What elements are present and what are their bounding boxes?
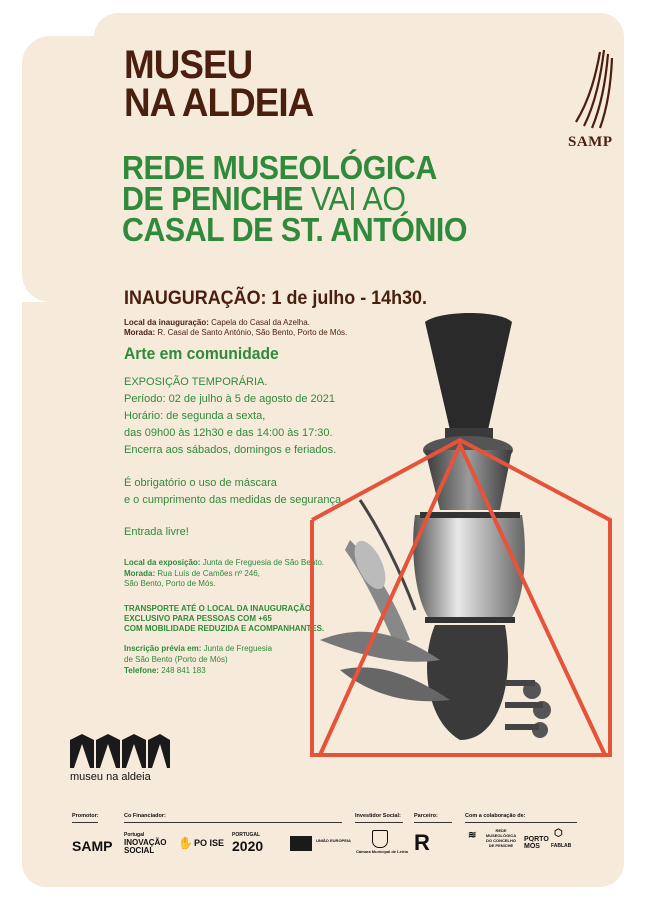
divider [465,822,577,823]
museu-logo-text: museu na aldeia [70,771,151,783]
coat-of-arms-icon [372,830,388,848]
inauguration-location [124,318,310,328]
camara-logo-text: Câmara Municipal de Leiria [356,849,408,854]
phone [124,666,206,676]
p2020-top: PORTUGAL [232,832,261,838]
text-line: das 09h00 às 12h30 e das 14:00 às 17:30. [124,427,333,439]
title-line: NA ALDEIA [124,81,314,125]
lamp-illustration [300,300,625,780]
label: Telefone: [124,666,159,675]
subtitle-segment: VAI AO [302,180,406,217]
parceiro-logo-icon: R [414,830,430,855]
section-heading: Arte em comunidade [124,344,279,363]
text-line: TRANSPORTE ATÉ O LOCAL DA INAUGURAÇÃO [124,604,312,613]
exhibition-address-line2: São Bento, Porto de Mós. [124,579,216,588]
porto-mos-logo: PORTO MÓS [524,836,549,850]
text-line: Encerra aos sábados, domingos e feriados. [124,444,337,456]
value: R. Casal de Santo António, São Bento, Porto de Mós. [155,328,348,337]
label: Local da inauguração: [124,318,209,327]
fablab-logo-text: FABLAB [551,843,572,849]
text-line: COM MOBILIDADE REDUZIDA E ACOMPANHANTES. [124,624,325,633]
exhibition-location [124,558,324,568]
text-line: EXCLUSIVO PARA PESSOAS COM +65 [124,614,272,623]
footer-label: Investidor Social: [355,813,401,819]
subtitle [122,149,468,248]
rede-logo-icon: ≋ [468,830,477,841]
subtitle-line: REDE MUSEOLÓGICA [122,149,437,186]
label: Morada: [124,328,156,337]
inauguration-heading: INAUGURAÇÃO: 1 de julho - 14h30. [124,287,428,309]
free-entry: Entrada livre! [124,526,189,538]
footer-label: Promotor: [72,813,99,819]
subtitle-segment: DE PENICHE [122,180,303,217]
text-line: EXPOSIÇÃO TEMPORÁRIA. [124,376,268,388]
divider [414,822,452,823]
value: 248 841 183 [158,666,206,675]
registration [124,644,272,654]
fablab-icon: ⬡ [554,828,563,839]
text-line: Horário: de segunda a sexta, [124,410,266,422]
eu-flag-icon [290,836,312,851]
subtitle-line: CASAL DE ST. ANTÓNIO [122,211,468,248]
value: Rua Luís de Camões nº 246, [155,569,260,578]
rede-logo-text: REDE MUSEOLÓGICA DO CONCELHO DE PENICHE [485,828,517,848]
hands-icon: ✋ [178,836,193,850]
value: Junta de Freguesia [201,644,273,653]
label: Local da exposição: [124,558,201,567]
portugal2020-logo: 2020 [232,838,264,854]
divider [72,822,98,823]
transport-notice [124,604,324,634]
samp-brand-text: SAMP [568,134,613,150]
footer-label: Com a colaboração de: [465,813,526,819]
inovacao-top: Portugal [124,832,145,838]
divider [124,822,342,823]
text-line: É obrigatório o uso de máscara [124,477,277,489]
footer-label: Co Financiador: [124,813,166,819]
poise-logo: PO ISE [194,838,225,848]
divider [355,822,403,823]
exhibition-address [124,569,260,579]
eu-logo-text: UNIÃO EUROPEIA [316,838,351,843]
title-line: MUSEU [124,43,253,87]
samp-footer-logo: SAMP [72,838,113,854]
value: Capela do Casal da Azelha. [208,318,310,327]
label: Morada: [124,569,156,578]
value: Junta de Freguesia de São Bento. [200,558,325,567]
text-line: Período: 02 de julho à 5 de agosto de 2021 [124,393,336,405]
inovacao-social-logo: INOVAÇÃO SOCIAL [124,838,167,855]
subtitle-line [122,180,467,217]
footer-label: Parceiro: [414,813,438,819]
museu-na-aldeia-logo-icon [70,734,170,768]
page-title [124,43,330,125]
text-line: e o cumprimento das medidas de segurança. [124,494,345,506]
label: Inscrição prévia em: [124,644,202,653]
registration-line2: de São Bento (Porto de Mós) [124,655,228,664]
